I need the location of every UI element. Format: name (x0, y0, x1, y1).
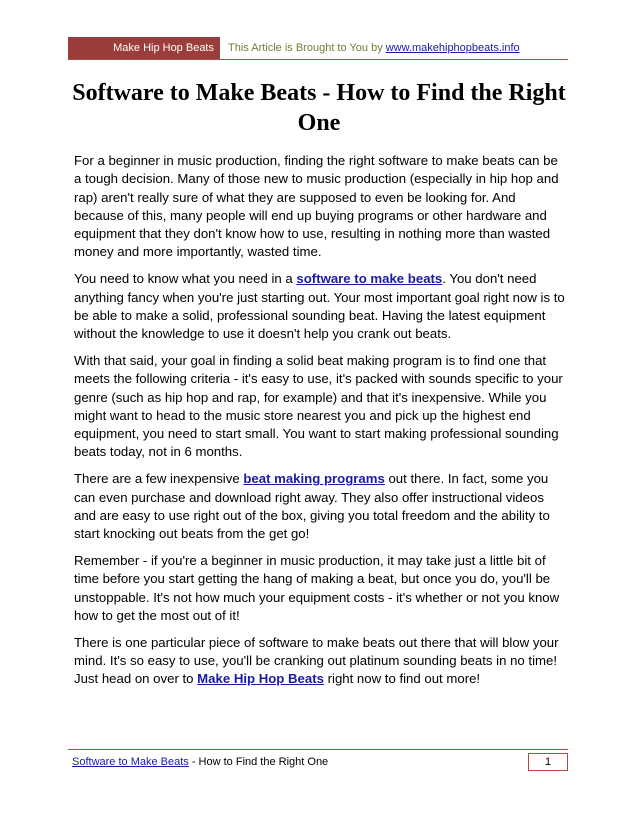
software-to-make-beats-link[interactable]: software to make beats (296, 271, 443, 287)
header-site-link[interactable]: www.makehiphopbeats.info (385, 42, 520, 54)
document-title: Software to Make Beats - How to Find the Right One (72, 80, 566, 136)
page-number: 1 (544, 756, 552, 768)
paragraph-6-text-end: right now to find out more! (323, 671, 481, 687)
paragraph-2-text-start: You need to know what you need in a (74, 271, 297, 287)
header-credit-text: This Article is Brought to You by (228, 42, 383, 54)
article-body (74, 152, 568, 697)
paragraph-1: For a beginner in music production, finding the right software to make beats can be a tough decision. Many of those new to music production (especially in hip hop and rap) aren't really sure of what they are supposed to even be looking for. And because of this, many people will end up buying programs or other hardware and equipment that they don't know how to use, resulting in nothing more than wasted money and more importantly, wasted time. (74, 153, 559, 260)
paragraph-6-text-start: There is one particular piece of software to make beats out there that will blow your mind. It's so easy to use, you'll be cranking out platinum sounding beats in no time! Just head on over to (74, 634, 559, 687)
paragraph-6 (74, 634, 568, 689)
paragraph-5: Remember - if you're a beginner in music production, it may take just a little bit of time before you start getting the hang of making a beat, but once you do, you'll be unstoppable. It's not how much your equipment costs - it's whether or not you know how to get the most out of it! (74, 552, 560, 623)
beat-making-programs-link[interactable]: beat making programs (243, 471, 385, 487)
header-site-name: Make Hip Hop Beats (113, 42, 214, 54)
header-credit (220, 37, 568, 59)
paragraph-2 (74, 270, 568, 343)
page-header (68, 37, 568, 60)
make-hip-hop-beats-link[interactable]: Make Hip Hop Beats (197, 671, 324, 687)
footer-title-link[interactable]: Software to Make Beats (72, 756, 189, 768)
paragraph-4-text-start: There are a few inexpensive (74, 471, 244, 487)
header-site-tab (68, 37, 220, 59)
paragraph-2-text-end: . You don't need anything fancy when you're just starting out. Your most important goal right now is to be able to make a solid, professional sounding beat. Having the latest equipment without the knowledge to use it doesn't help you crank out beats. (74, 271, 565, 342)
paragraph-3: With that said, your goal in finding a solid beat making program is to find one that meets the following criteria - it's easy to use, it's packed with sounds specific to your genre (such as hip hop and rap, for example) and that it's inexpensive. While you might want to head to the music store nearest you and pick up the highest end equipment, you need to start small. You want to start making professional sounding beats today, not in 6 months. (74, 352, 563, 460)
footer-title (68, 756, 328, 768)
page-number-box (528, 753, 568, 771)
paragraph-4 (74, 470, 568, 543)
footer-title-rest: - How to Find the Right One (188, 756, 329, 768)
page-footer (68, 749, 568, 774)
paragraph-4-text-end: out there. In fact, some you can even purchase and download right away. They also offer instructional videos and are easy to use right out of the box, giving you total freedom and the ability to start knocking out beats from the get go! (74, 471, 550, 542)
